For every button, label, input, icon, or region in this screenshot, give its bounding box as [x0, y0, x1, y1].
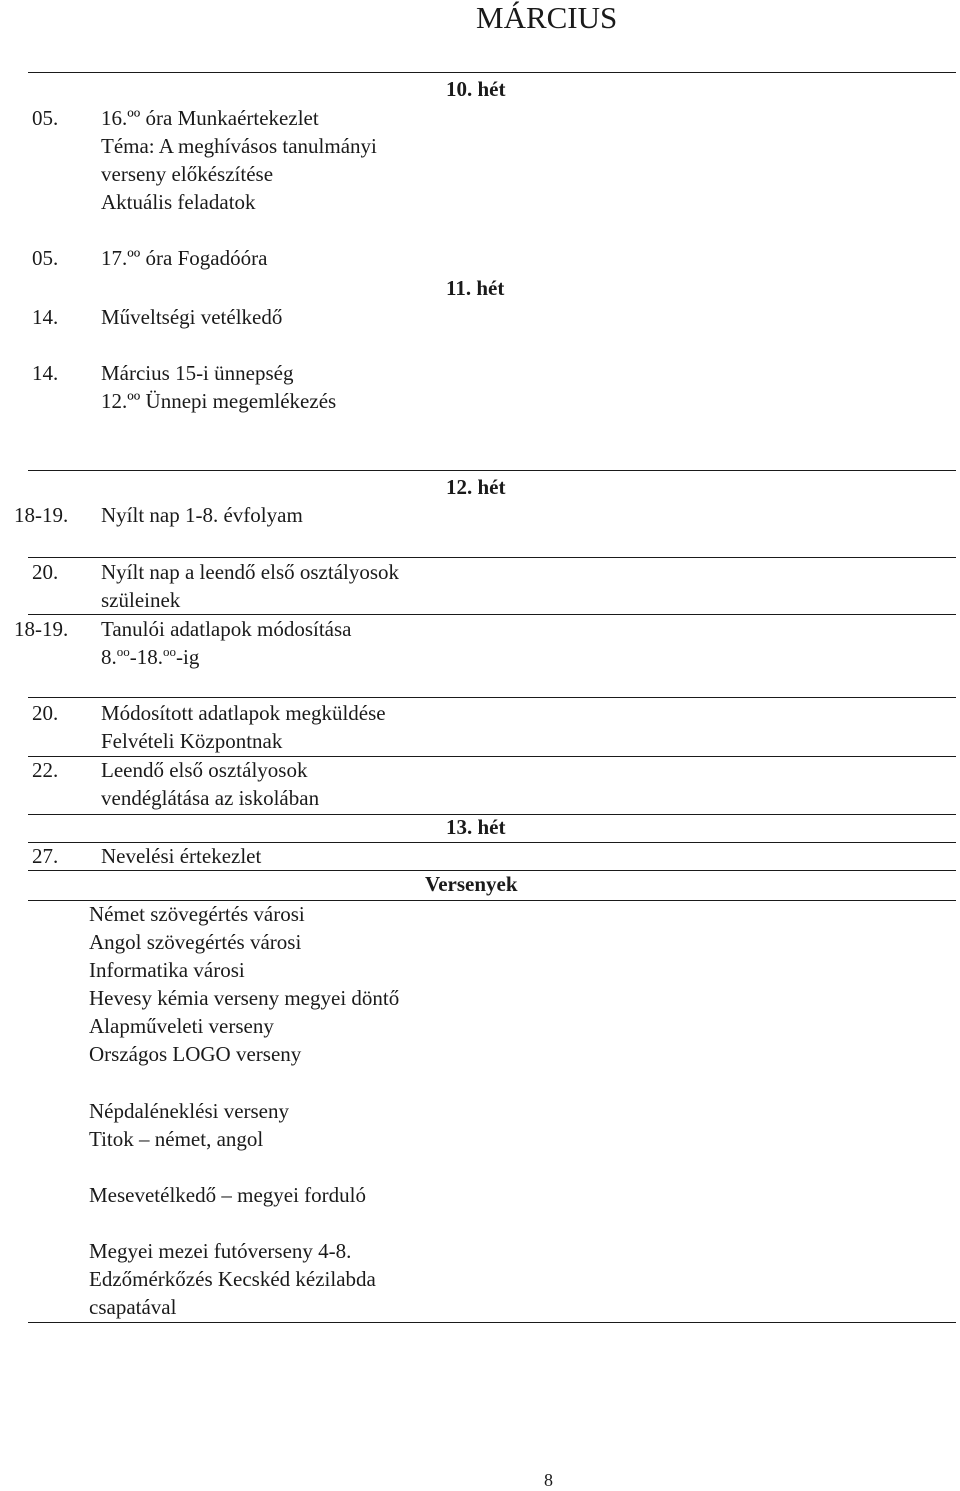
event-date: 14.	[32, 305, 59, 329]
event-text: Felvételi Központnak	[101, 729, 283, 753]
event-date: 18-19.	[14, 503, 69, 527]
event-text: Módosított adatlapok megküldése	[101, 701, 386, 725]
contest-item: Titok – német, angol	[89, 1127, 264, 1151]
week-10-label: 10. hét	[446, 77, 506, 101]
time-mid: -18.	[129, 645, 163, 669]
event-date: 05.	[32, 246, 59, 270]
event-text: Március 15-i ünnepség	[101, 361, 294, 385]
contest-item: Informatika városi	[89, 958, 245, 982]
event-date: 27.	[32, 844, 59, 868]
time-start: 8.	[101, 645, 117, 669]
week-11-label: 11. hét	[446, 276, 505, 300]
event-date: 20.	[32, 560, 59, 584]
event-text: Nevelési értekezlet	[101, 844, 262, 868]
divider	[28, 1322, 956, 1323]
event-text: szüleinek	[101, 588, 181, 612]
contest-item: Angol szövegértés városi	[89, 930, 302, 954]
event-text: 16.ºº óra Munkaértekezlet	[101, 106, 319, 130]
divider	[28, 870, 956, 871]
contest-item: Országos LOGO verseny	[89, 1042, 302, 1066]
divider	[28, 814, 956, 815]
contest-item: Alapműveleti verseny	[89, 1014, 274, 1038]
event-date: 18-19.	[14, 617, 69, 641]
event-text: Nyílt nap a leendő első osztályosok	[101, 560, 400, 584]
time-superscript: oo	[116, 644, 130, 659]
contest-item: Mesevetélkedő – megyei forduló	[89, 1183, 366, 1207]
week-13-label: 13. hét	[446, 815, 506, 839]
divider	[28, 72, 956, 73]
event-text: 12.ºº Ünnepi megemlékezés	[101, 389, 337, 413]
contest-item: Edzőmérkőzés Kecskéd kézilabda	[89, 1267, 376, 1291]
divider	[28, 697, 956, 698]
event-date: 20.	[32, 701, 59, 725]
event-text: vendéglátása az iskolában	[101, 786, 320, 810]
event-text: Műveltségi vetélkedő	[101, 305, 283, 329]
event-text: Aktuális feladatok	[101, 190, 256, 214]
event-text: Nyílt nap 1-8. évfolyam	[101, 503, 303, 527]
event-text: 17.ºº óra Fogadóóra	[101, 246, 268, 270]
contest-item: Népdaléneklési verseny	[89, 1099, 290, 1123]
week-12-label: 12. hét	[446, 475, 506, 499]
event-text: Tanulói adatlapok módosítása	[101, 617, 352, 641]
event-text: Téma: A meghívásos tanulmányi	[101, 134, 377, 158]
event-text: verseny előkészítése	[101, 162, 274, 186]
page-title: MÁRCIUS	[476, 0, 618, 35]
contest-item: Német szövegértés városi	[89, 902, 305, 926]
event-date: 14.	[32, 361, 59, 385]
contests-heading: Versenyek	[425, 872, 518, 896]
page-number: 8	[544, 1470, 553, 1490]
event-date: 05.	[32, 106, 59, 130]
time-superscript: oo	[163, 644, 176, 659]
contest-item: csapatával	[89, 1295, 177, 1319]
time-end: -ig	[176, 645, 200, 669]
divider	[28, 470, 956, 471]
event-text-time-range	[101, 643, 199, 671]
contest-item: Megyei mezei futóverseny 4-8.	[89, 1239, 352, 1263]
event-text: Leendő első osztályosok	[101, 758, 308, 782]
event-date: 22.	[32, 758, 59, 782]
contest-item: Hevesy kémia verseny megyei döntő	[89, 986, 400, 1010]
